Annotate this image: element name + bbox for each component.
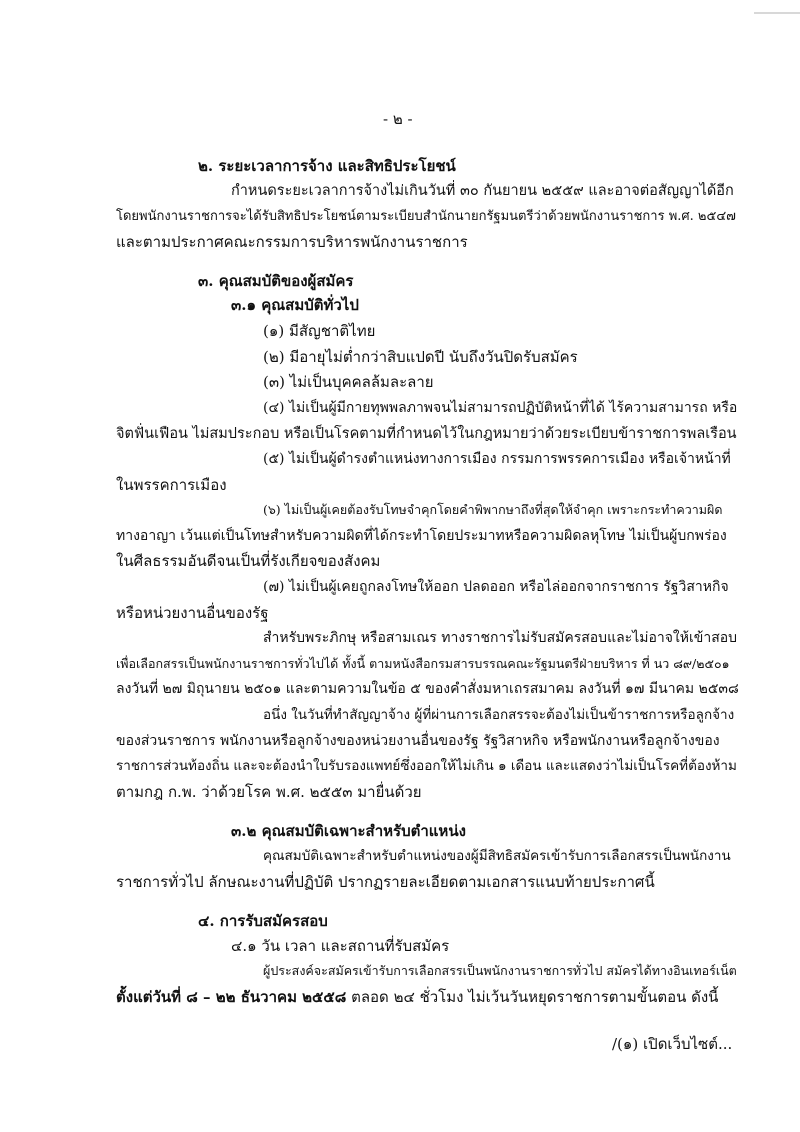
qualification-item: ในศีลธรรมอันดีจนเป็นที่รังเกียจของสังคม xyxy=(116,552,381,570)
section-4-1-line xyxy=(116,986,718,1008)
continuation-note: /(๑) เปิดเว็บไซต์... xyxy=(612,1035,733,1053)
section-3-1-heading: ๓.๑ คุณสมบัติทั่วไป xyxy=(231,296,359,314)
section-2-line: กำหนดระยะเวลาการจ้างไม่เกินวันที่ ๓๐ กันยายน ๒๕๕๙ และอาจต่อสัญญาได้อีก xyxy=(231,183,734,199)
qualification-item: ในพรรคการเมือง xyxy=(116,476,227,494)
section-2-line: และตามประกาศคณะกรรมการบริหารพนักงานราชการ xyxy=(116,233,468,251)
application-period-rest: ตลอด ๒๔ ชั่วโมง ไม่เว้นวันหยุดราชการตามขั้นตอน ดังนี้ xyxy=(346,988,719,1006)
qualification-item: (๗) ไม่เป็นผู้เคยถูกลงโทษให้ออก ปลดออก หรือไล่ออกจากราชการ รัฐวิสาหกิจ xyxy=(263,579,729,595)
qualification-item: (๕) ไม่เป็นผู้ดำรงตำแหน่งทางการเมือง กรรมการพรรคการเมือง หรือเจ้าหน้าที่ xyxy=(263,451,731,467)
section-3-heading: ๓. คุณสมบัติของผู้สมัคร xyxy=(198,272,354,290)
page-number: - ๒ - xyxy=(383,110,413,128)
qualification-item: ทางอาญา เว้นแต่เป็นโทษสำหรับความผิดที่ได้กระทำโดยประมาทหรือความผิดลหุโทษ ไม่เป็นผู้บกพร่อง xyxy=(116,528,727,544)
qualification-item: จิตฟั่นเฟือน ไม่สมประกอบ หรือเป็นโรคตามที่กำหนดไว้ในกฎหมายว่าด้วยระเบียบข้าราชการพลเรือน xyxy=(116,426,737,442)
monk-paragraph-line: ลงวันที่ ๒๗ มิถุนายน ๒๕๐๑ และตามความในข้อ ๕ ของคำสั่งมหาเถรสมาคม ลงวันที่ ๑๗ มีนาคม ๒๕๓๘ xyxy=(116,681,739,697)
application-period: ตั้งแต่วันที่ ๘ – ๒๒ ธันวาคม ๒๕๕๘ xyxy=(116,988,347,1006)
scan-corner-mark xyxy=(754,0,800,14)
qualification-item: (๖) ไม่เป็นผู้เคยต้องรับโทษจำคุกโดยคำพิพากษาถึงที่สุดให้จำคุก เพราะกระทำความผิด xyxy=(263,502,723,517)
section-4-heading: ๔. การรับสมัครสอบ xyxy=(198,912,328,930)
monk-paragraph-line: เพื่อเลือกสรรเป็นพนักงานราชการทั่วไปได้ ทั้งนี้ ตามหนังสือกรมสารบรรณคณะรัฐมนตรีฝ่ายบริหาร ที่ นว ๘๙/๒๕๐๑ xyxy=(116,656,730,671)
section-2-line: โดยพนักงานราชการจะได้รับสิทธิประโยชน์ตามระเบียบสำนักนายกรัฐมนตรีว่าด้วยพนักงานราชการ พ.ศ. ๒๕๔๗ xyxy=(116,209,736,224)
qualification-item: (๓) ไม่เป็นบุคคลล้มละลาย xyxy=(263,373,434,391)
qualification-item: หรือหน่วยงานอื่นของรัฐ xyxy=(116,604,269,622)
contract-paragraph-line: ราชการส่วนท้องถิ่น และจะต้องนำใบรับรองแพทย์ซึ่งออกให้ไม่เกิน ๑ เดือน และแสดงว่าไม่เป็นโรคที่ต้องห้าม xyxy=(116,758,737,774)
section-3-2-line: คุณสมบัติเฉพาะสำหรับตำแหน่งของผู้มีสิทธิสมัครเข้ารับการเลือกสรรเป็นพนักงาน xyxy=(263,848,731,864)
section-4-1-heading: ๔.๑ วัน เวลา และสถานที่รับสมัคร xyxy=(231,937,450,955)
section-3-2-line: ราชการทั่วไป ลักษณะงานที่ปฏิบัติ ปรากฏรายละเอียดตามเอกสารแนบท้ายประกาศนี้ xyxy=(116,873,655,891)
section-4-1-line: ผู้ประสงค์จะสมัครเข้ารับการเลือกสรรเป็นพนักงานราชการทั่วไป สมัครได้ทางอินเทอร์เน็ต xyxy=(263,963,737,978)
qualification-item: (๑) มีสัญชาติไทย xyxy=(263,322,376,340)
section-2-heading: ๒. ระยะเวลาการจ้าง และสิทธิประโยชน์ xyxy=(198,157,456,175)
section-3-2-heading: ๓.๒ คุณสมบัติเฉพาะสำหรับตำแหน่ง xyxy=(231,822,466,840)
contract-paragraph-line: อนึ่ง ในวันที่ทำสัญญาจ้าง ผู้ที่ผ่านการเลือกสรรจะต้องไม่เป็นข้าราชการหรือลูกจ้าง xyxy=(263,707,735,723)
qualification-item: (๔) ไม่เป็นผู้มีกายทุพพลภาพจนไม่สามารถปฏิบัติหน้าที่ได้ ไร้ความสามารถ หรือ xyxy=(263,400,738,416)
contract-paragraph-line: ของส่วนราชการ พนักงานหรือลูกจ้างของหน่วยงานอื่นของรัฐ รัฐวิสาหกิจ หรือพนักงานหรือลูกจ้างของ xyxy=(116,733,720,749)
contract-paragraph-line: ตามกฎ ก.พ. ว่าด้วยโรค พ.ศ. ๒๕๕๓ มายื่นด้วย xyxy=(116,783,422,801)
qualification-item: (๒) มีอายุไม่ต่ำกว่าสิบแปดปี นับถึงวันปิดรับสมัคร xyxy=(263,348,578,366)
monk-paragraph-line: สำหรับพระภิกษุ หรือสามเณร ทางราชการไม่รับสมัครสอบและไม่อาจให้เข้าสอบ xyxy=(263,630,738,646)
